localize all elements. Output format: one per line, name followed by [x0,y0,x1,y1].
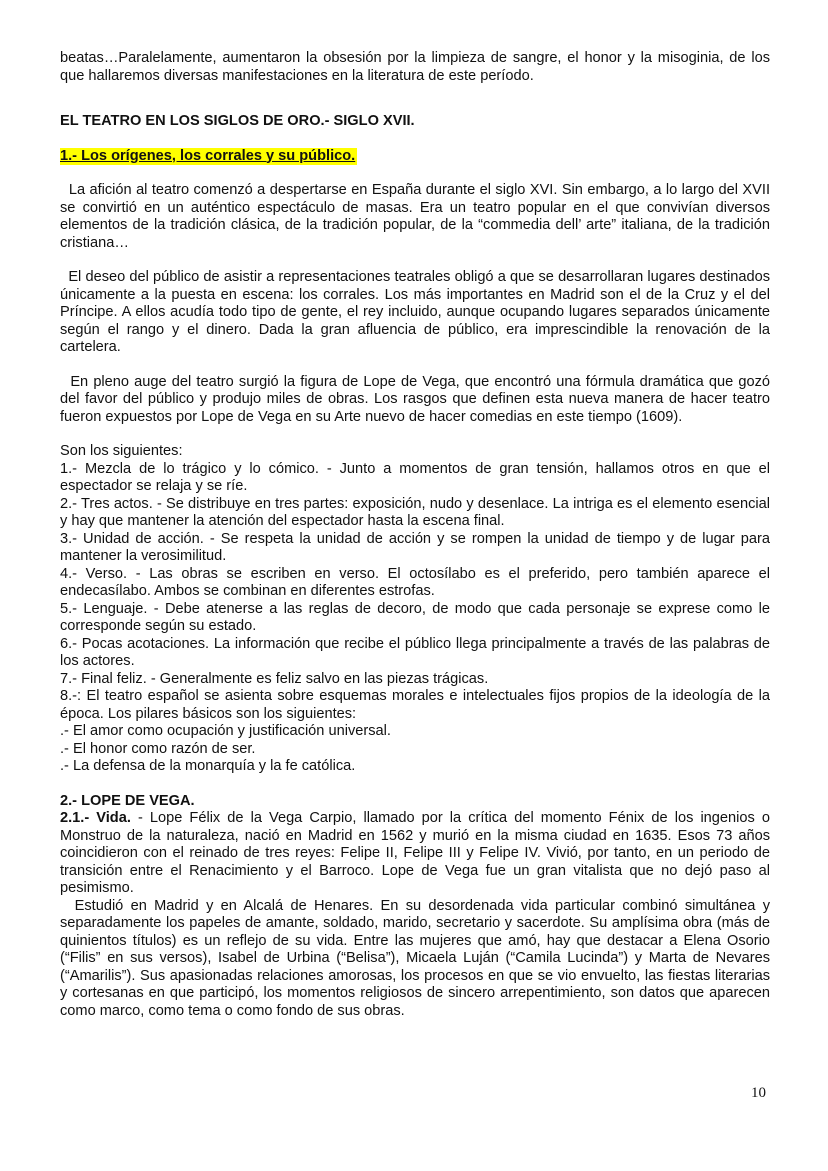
document-page [60,50,770,1020]
sub-list-item: .- El amor como ocupación y justificación universal. [60,723,391,739]
list-item: 4.- Verso. - Las obras se escriben en verso. El octosílabo es el preferido, pero también aparece el endecasílabo. Ambos se combinan en diferentes estrofas. [60,565,770,599]
section2-heading: 2.- LOPE DE VEGA. [60,792,195,809]
list-intro: Son los siguientes: [60,443,183,459]
list-item: 1.- Mezcla de lo trágico y lo cómico. - Junto a momentos de gran tensión, hallamos otros en que el espectador se relaja y se ríe. [60,460,770,494]
intro-paragraph: beatas…Paralelamente, aumentaron la obsesión por la limpieza de sangre, el honor y la misoginia, de los que hallaremos diversas manifestaciones en la literatura de este período. [60,50,770,84]
section2-paragraph-2: Estudió en Madrid y en Alcalá de Henares. En su desordenada vida particular combinó simultánea y separadamente los papeles de amante, soldado, marido, secretario y sacerdote. Su amplísima obra (más de quinientos títulos) es un reflejo de su vida. Entre las mujeres que amó, hay que destacar a Elena Osorio (“Filis” en sus versos), Isabel de Urbina (“Belisa”), Micaela Luján (“Camila Lucinda”) y Marta de Nevares (“Amarilis”). Sus apasionadas relaciones amorosas, los procesos en que se vio envuelto, las fiestas literarias y cortesanas en que participó, los momentos religiosos de sincero arrepentimiento, son datos que aparecen como marco, como tema o como fondo de sus obras. [60,897,770,1019]
section1-heading-line [60,148,770,166]
section1-paragraph-2: El deseo del público de asistir a representaciones teatrales obligó a que se desarrollaran lugares destinados únicamente a la puesta en escena: los corrales. Los más importantes en Madrid son el de la Cruz y el del Príncipe. A ellos acudía todo tipo de gente, el rey incluido, aunque ocupando lugares separados únicamente según el rango y el dinero. Dada la gran afluencia de público, era imprescindible la renovación de la cartelera. [60,269,771,355]
list-item: 3.- Unidad de acción. - Se respeta la unidad de acción y se rompen la unidad de tiempo y de lugar para mantener la verosimilitud. [60,530,770,564]
list-item: 2.- Tres actos. - Se distribuye en tres partes: exposición, nudo y desenlace. La intriga es el elemento esencial y hay que mantener la atención del espectador hasta la escena final. [60,495,770,529]
section2-subheading: 2.1.- Vida. [60,810,131,826]
list-item: 8.-: El teatro español se asienta sobre esquemas morales e intelectuales fijos propios de la ideología de la época. Los pilares básicos son los siguientes: [60,688,770,722]
sub-list-item: .- El honor como razón de ser. [60,740,256,757]
list-item: 6.- Pocas acotaciones. La información que recibe el público llega principalmente a través de las palabras de los actores. [60,635,770,669]
list-item: 5.- Lenguaje. - Debe atenerse a las reglas de decoro, de modo que cada personaje se exprese como le corresponde según su estado. [60,600,770,634]
section1-paragraph-3: En pleno auge del teatro surgió la figura de Lope de Vega, que encontró una fórmula dramática que gozó del favor del público y produjo miles de obras. Los rasgos que definen esta nueva manera de hacer teatro fueron expuestos por Lope de Vega en su Arte nuevo de hacer comedias en este tiempo (1609). [60,373,770,425]
sub-list-item: .- La defensa de la monarquía y la fe católica. [60,758,356,774]
section2-vida-paragraph: 2.1.- Vida. - Lope Félix de la Vega Carpio, llamado por la crítica del momento Fénix de los ingenios o Monstruo de la naturaleza, nació en Madrid en 1562 y murió en la misma ciudad en 1635. Esos 73 años coincidieron con el reinado de tres reyes: Felipe II, Felipe III y Felipe IV. Vivió, por tanto, en un periodo de transición entre el Renacimiento y el Barroco. Lope de Vega fue un gran vitalista que no dejó paso al pesimismo. [60,810,770,896]
section1-heading: 1.- Los orígenes, los corrales y su público. [60,147,356,164]
list-item: 7.- Final feliz. - Generalmente es feliz salvo en las piezas trágicas. [60,670,489,687]
section1-paragraph-1: La afición al teatro comenzó a despertarse en España durante el siglo XVI. Sin embargo, a lo largo del XVII se convirtió en un auténtico espectáculo de masas. Era un teatro popular en el que convivían diversos elementos de la tradición clásica, de la tradición popular, de la “commedia dell’ arte” italiana, de la tradición cristiana… [60,182,771,251]
main-title: EL TEATRO EN LOS SIGLOS DE ORO.- SIGLO XVII. [60,113,415,129]
page-number: 10 [751,1085,766,1101]
